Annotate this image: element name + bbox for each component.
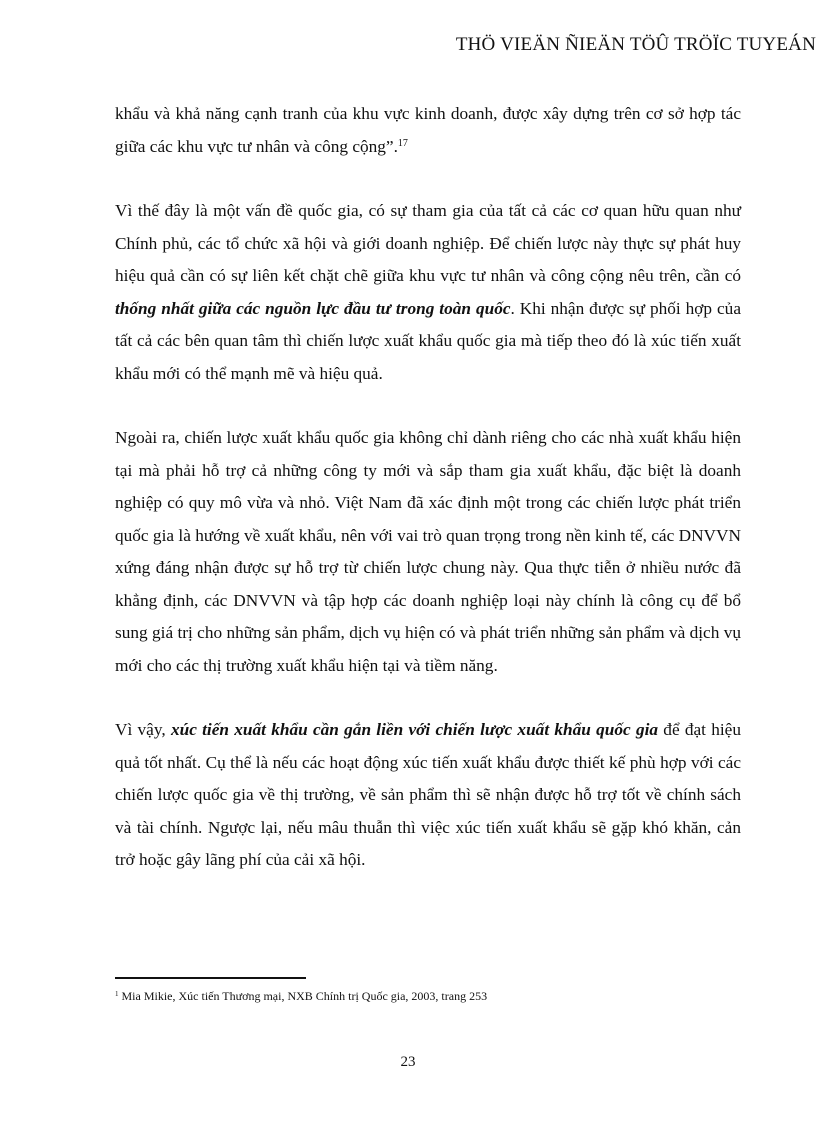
- paragraph-text: . Khi nhận được sự phối hợp của tất cả các bên quan tâm thì chiến lược xuất khẩu quốc gia mà tiếp theo đó là xúc tiến xuất khẩu mới có thể mạnh mẽ và hiệu quả.: [115, 298, 741, 383]
- paragraph-text: Vì vậy,: [115, 720, 171, 739]
- footnote-separator: [115, 977, 306, 979]
- paragraph-text: khẩu và khả năng cạnh tranh của khu vực kinh doanh, được xây dựng trên cơ sở hợp tác giữa các khu vực tư nhân và công cộng”.: [115, 104, 741, 156]
- paragraph-1: [115, 98, 741, 163]
- document-body: [115, 98, 741, 909]
- paragraph-text: Vì thế đây là một vấn đề quốc gia, có sự tham gia của tất cả các cơ quan hữu quan như Chính phủ, các tổ chức xã hội và giới doanh nghiệp. Để chiến lược này thực sự phát huy hiệu quả cần có sự liên kết chặt chẽ giữa khu vực tư nhân và công cộng nêu trên, cần có: [115, 201, 741, 285]
- paragraph-text: Ngoài ra, chiến lược xuất khẩu quốc gia không chỉ dành riêng cho các nhà xuất khẩu hiện tại mà phải hỗ trợ cả những công ty mới và sắp tham gia xuất khẩu, đặc biệt là doanh nghiệp có quy mô vừa và nhỏ. Việt Nam đã xác định một trong các chiến lược phát triển quốc gia là hướng về xuất khẩu, nên với vai trò quan trọng trong nền kinh tế, các DNVVN xứng đáng nhận được sự hỗ trợ từ chiến lược chung này. Qua thực tiễn ở nhiều nước đã khẳng định, các DNVVN và tập hợp các doanh nghiệp loại này chính là công cụ để bổ sung giá trị cho những sản phẩm, dịch vụ hiện có và phát triển những sản phẩm và dịch vụ mới cho các thị trường xuất khẩu hiện tại và tiềm năng.: [115, 428, 741, 675]
- paragraph-2: [115, 195, 741, 390]
- footnote-reference: 17: [397, 137, 408, 149]
- page-header: THÖ VIEÄN ÑIEÄN TÖÛ TRÖÏC TUYEÁN: [455, 34, 816, 55]
- emphasized-text: xúc tiến xuất khẩu cần gắn liền với chiến lược xuất khẩu quốc gia: [170, 720, 659, 739]
- page-number: 23: [400, 1054, 416, 1070]
- footnote: [115, 988, 487, 1004]
- paragraph-text: để đạt hiệu quả tốt nhất. Cụ thể là nếu các hoạt động xúc tiến xuất khẩu được thiết kế phù hợp với các chiến lược quốc gia về thị trường, về sản phẩm thì sẽ nhận được hỗ trợ tốt về chính sách và tài chính. Ngược lại, nếu mâu thuẫn thì việc xúc tiến xuất khẩu sẽ gặp khó khăn, cản trở hoặc gây lãng phí của cải xã hội.: [115, 720, 741, 869]
- paragraph-4: [115, 714, 741, 877]
- footnote-text: Mia Mikie, Xúc tiến Thương mại, NXB Chính trị Quốc gia, 2003, trang 253: [118, 989, 488, 1003]
- paragraph-3: [115, 422, 741, 682]
- emphasized-text: thống nhất giữa các nguồn lực đầu tư trong toàn quốc: [115, 298, 511, 318]
- footnote-marker: 1: [115, 990, 119, 998]
